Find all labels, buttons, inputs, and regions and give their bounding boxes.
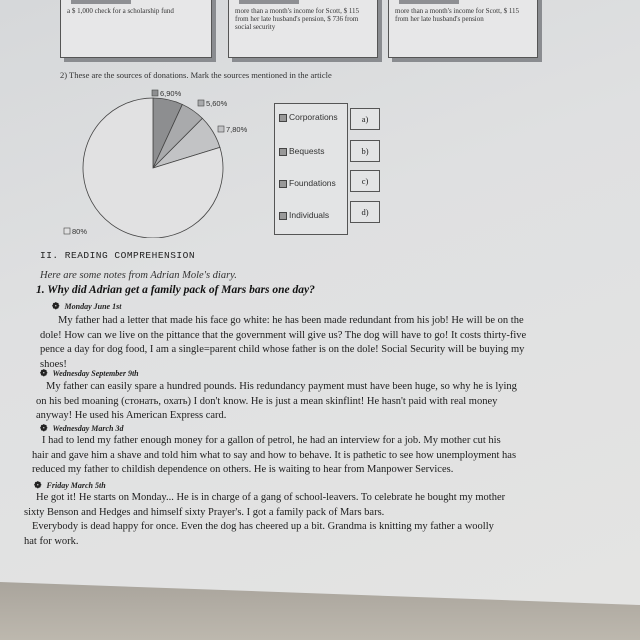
pie-label-3: 7,80% <box>226 125 248 134</box>
entry-date-1: ❁ Monday June 1st <box>52 301 122 311</box>
card-header-bar <box>399 0 459 4</box>
diary-entry-3: I had to lend my father enough money for a gallon of petrol, he had an interview for a job. My mother cut his hair and gave him a shave and told him what to say and how to behave. It is pathetic to see how unemployment has reduced my father to childish dependence on others. He is waiting to hear from Manpower Services. <box>32 435 517 476</box>
answer-box-d[interactable]: d) <box>350 201 380 223</box>
source-bequests[interactable]: Bequests <box>279 146 324 156</box>
legend-square-icon <box>279 212 287 220</box>
legend-square-icon <box>279 148 287 156</box>
question-1: 1. Why did Adrian get a family pack of Mars bars one day? <box>36 284 315 296</box>
donation-card-1 <box>60 0 212 58</box>
donation-card-2 <box>228 0 378 58</box>
answer-box-b[interactable]: b) <box>350 140 380 162</box>
pie-label-4: 80% <box>72 227 88 236</box>
flourish-icon: ❁ <box>40 368 48 378</box>
flourish-icon: ❁ <box>52 301 60 311</box>
donation-pie-chart <box>58 88 268 238</box>
flourish-icon: ❁ <box>40 423 48 433</box>
card-text: more than a month's income for Scott, $ 115 from her late husband's pension <box>395 7 520 23</box>
answer-box-a[interactable]: a) <box>350 108 380 130</box>
pie-label-swatch-3 <box>218 126 224 132</box>
card-header-bar <box>71 0 131 4</box>
donation-card-3 <box>388 0 538 58</box>
source-individuals[interactable]: Individuals <box>279 210 329 220</box>
entry-date-4: ❁ Friday March 5th <box>34 480 106 490</box>
source-foundations[interactable]: Foundations <box>279 178 336 188</box>
entry-date-3: ❁ Wednesday March 3d <box>40 423 124 433</box>
intro-text: Here are some notes from Adrian Mole's diary. <box>40 270 237 281</box>
card-text: more than a month's income for Scott, $ 115 from her late husband's pension, $ 736 from social security <box>235 7 360 31</box>
diary-entry-1: My father had a letter that made his face go white: he has been made redundant from his job! He will be on the dole! How can we live on the pittance that the government will give us? The dog will have to go! It costs thirty-five pence a day for dog food, I am a single=parent child whose father is on the dole! Social Security will be buying my shoes! <box>40 315 527 370</box>
question-2: 2) These are the sources of donations. Mark the sources mentioned in the article <box>60 70 332 80</box>
legend-square-icon <box>279 180 287 188</box>
pie-label-swatch-1 <box>152 90 158 96</box>
legend-square-icon <box>279 114 287 122</box>
source-corporations[interactable]: Corporations <box>279 112 338 122</box>
sources-list <box>274 103 348 235</box>
section-title: II. READING COMPREHENSION <box>40 250 196 261</box>
pie-label-swatch-4 <box>64 228 70 234</box>
pie-label-swatch-2 <box>198 100 204 106</box>
pie-label-1: 6,90% <box>160 89 182 98</box>
card-header-bar <box>239 0 299 4</box>
card-text: a $ 1,000 check for a scholarship fund <box>67 7 174 15</box>
flourish-icon: ❁ <box>34 480 42 490</box>
diary-entry-4: He got it! He starts on Monday... He is in charge of a gang of school-leavers. To celebrate he bought my mother sixty Benson and Hedges and himself sixty Prayer's. I got a family pack of Mars bars. Everybody is dead happy for once. Even the dog has cheered up a bit. Grandma is knitting my father a woolly hat for work. <box>24 492 506 547</box>
entry-date-2: ❁ Wednesday September 9th <box>40 368 139 378</box>
answer-box-c[interactable]: c) <box>350 170 380 192</box>
pie-label-2: 5,60% <box>206 99 228 108</box>
diary-entry-2: My father can easily spare a hundred pounds. His redundancy payment must have been huge, so why he is lying on his bed moaning (стонать, охать) I don't know. He is just a mean skinflint! He hasn't paid with real money anyway! He used his American Express card. <box>36 381 517 422</box>
